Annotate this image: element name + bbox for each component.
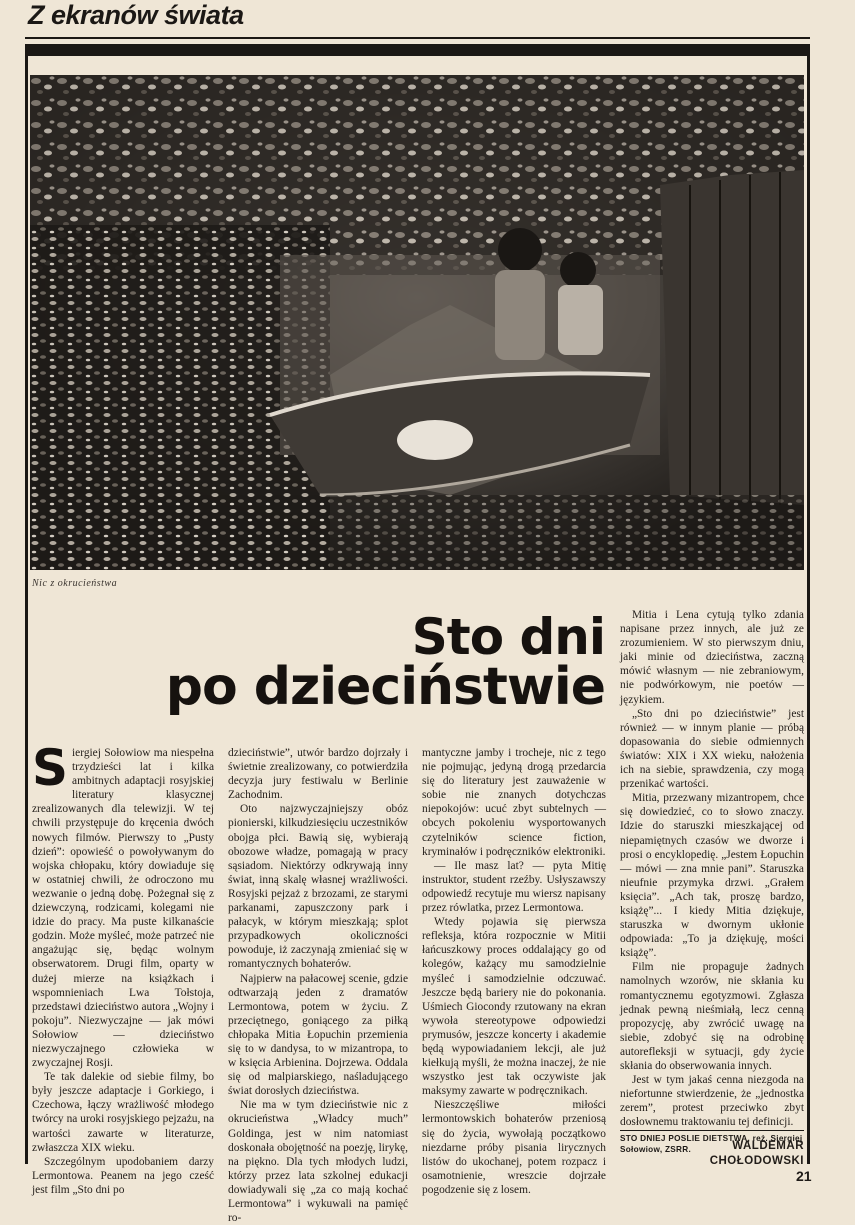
- article-paragraph: Wtedy pojawia się pierwsza refleksja, która rozpocznie w Mitii łańcuszkowy proces oddalający go od kolegów, każący mu samodzielnie myśleć i samodzielnie odczuwać. Jeszcze będą bariery nie do pokonania. Uśmiech Giocondy rzutowany na ekran wywoła stereotypowe odpowiedzi prymusów, jeszcze koncerty i akademie będą wypowiadaniem lekcji, ale już kiełkują myśli, że można inaczej, że nie wszystko jest tak oczywiste jak maksymy zawarte w podręcznikach.: [422, 916, 606, 1098]
- header-rule-thin: [25, 37, 810, 39]
- article-paragraph: Szczególnym upodobaniem darzy Lermontowa. Peanem na jego cześć jest film „Sto dni po: [32, 1155, 214, 1196]
- article-column-3: [422, 746, 606, 1197]
- article-paragraph: Jest w tym jakaś cenna niezgoda na niefortunne stwierdzenie, że „jednostka zerem”, protest przeciwko zbyt dosłownemu traktowaniu tej definicji.: [620, 1074, 804, 1129]
- article-paragraph: Nie ma w tym dzieciństwie nic z okrucieństwa „Władcy much” Goldinga, jest w nim natomiast doskonała obojętność na poezję, lirykę, na piękno. Dla tych młodych ludzi, którzy przez lata szkolnej edukacji dowiadywali się „za co mają kochać Lermontowa” i wykuwali na pamięć ro-: [228, 1099, 408, 1225]
- article-column-4: [620, 608, 804, 1169]
- article-paragraph: Siergiej Sołowiow ma niespełna trzydzieści lat i kilka ambitnych adaptacji rosyjskiej literatury klasycznej zrealizowanych dla telewizji. W tej chwili przystępuje do kręcenia dwóch nowych filmów. Pierwszy to „Pusty dzień”: opowieść o powoływanym do wojska chłopaku, który dowiaduje się w ostatniej chwili, że odroczono mu wezwanie o jedną dobę. Pożegnał się z dziewczyną, rodzicami, kolegami nie idzie do pracy. Ma puste kilkanaście godzin. Może myśleć, może patrzeć nie angażując się, będąc wolnym obserwatorem. Drugi film, oparty w dużej mierze na książkach i wspomnieniach Lwa Tołstoja, przedstawi dzieciństwo autora „Wojny i pokoju”. Niezwyczajne — jak mówi Sołowiow — dzieciństwo niezwyczajnego człowieka w zwyczajnej Rosji.: [32, 739, 214, 1070]
- article-paragraph: Mitia i Lena cytują tylko zdania napisane przez innych, ale już ze zrozumieniem. W sto pierwszym dniu, jaki minie od dzieciństwa, zaczną mówić własnym — nie zebraniowym, nie podwórkowym, nie poetów — językiem.: [620, 609, 804, 706]
- article-paragraph: — Ile masz lat? — pyta Mitię instruktor, student rzeźby. Usłyszawszy odpowiedź recytuje mu wiersz napisany przez rówlatka, przez Lermontowa.: [422, 859, 606, 915]
- article-column-2: [228, 746, 408, 1225]
- frame-right-rule: [807, 56, 810, 1164]
- article-paragraph: Te tak dalekie od siebie filmy, bo były jeszcze adaptacje i Gorkiego, i Czechowa, łączy wrażliwość młodego twórcy na uroki rosyjskiego pejzażu, na wartości zawarte w literaturze, zwłaszcza XIX wieku.: [32, 1071, 214, 1154]
- article-paragraph: mantyczne jamby i trocheje, nic z tego nie pojmując, jedyną drogą przedarcia się do literatury jest zauważenie w sobie nie znanych dotychczas niepokojów: ucuć zbyt subtelnych — obcych pokoleniu wysportowanych czytelników science fiction, kryminałów i podręczników elektroniki.: [422, 747, 606, 858]
- header-rule-thick: [25, 44, 810, 56]
- credit-rule: [620, 1130, 804, 1131]
- article-paragraph: „Sto dni po dzieciństwie” jest również — w innym planie — próbą dopasowania do siebie odmiennych światów: XIX i XX wieku, nałożenia ich na siebie, sprawdzenia, czy mogą przenikać wartości.: [620, 707, 804, 791]
- article-paragraph: Mitia, przezwany mizantropem, chce się dowiedzieć, co to słowo znaczy. Idzie do staruszki mieszkającej od niepamiętnych czasów we dworze i prosi o encyklopedię. „Jestem Łopuchin — mówi — zna mnie pani”. Staruszka nieufnie przymyka drzwi. „Grałem księcia”. „Ach tak, proszę bardzo, książę”... I kiedy Mitia dziękuje, staruszka w dwornym ukłonie odpowiada: „To ja dziękuję, mości książę”.: [620, 792, 804, 960]
- section-title: Z ekranów świata: [28, 0, 244, 30]
- author-last-name: CHOŁODOWSKI: [709, 1155, 804, 1168]
- article-paragraph: dzieciństwie”, utwór bardzo dojrzały i świetnie zrealizowany, co potwierdziła decyzja jury festiwalu w Berlinie Zachodnim.: [228, 747, 408, 802]
- headline-line-1: Sto dni: [411, 608, 605, 666]
- author-first-name: WALDEMAR: [732, 1140, 804, 1153]
- headline-line-2: po dzieciństwie: [165, 657, 605, 717]
- article-paragraph: Najpierw na pałacowej scenie, gdzie odtwarzają jeden z dramatów Lermontowa, potem w życiu. Z przeciętnego, goniącego za piłką chłopaka Mitia Łopuchin przemienia się to w dandysa, to w mizantropa, to w księcia Arbienina. Dojrzewa. Oddala się od malpiarskiego, naśladującego świat dorosłych dzieciństwa.: [228, 972, 408, 1098]
- photo-caption: Nic z okrucieństwa: [32, 578, 118, 589]
- page-number: 21: [796, 1168, 812, 1184]
- article-column-1: [32, 739, 214, 1197]
- article-paragraph: Nieszczęśliwe miłości lermontowskich bohaterów przeniosą się do życia, wywołają początkowo niezdarne próby pisania lirycznych listów do ukochanej, potem rozpacz i osamotnienie, wreszcie dojrzałe pogodzenie się z losem.: [422, 1099, 606, 1196]
- film-credit: STO DNIEJ POSLIE DIETSTWA, reż. Siergiej Sołowiow, ZSRR.: [620, 1134, 803, 1154]
- article-paragraph: Film nie propaguje żadnych namolnych wzorów, nie skłania ku romantycznemu egotyzmowi. Zgłasza jednak pewną nieśmiałą, lecz cenną propozycję, aby zwrócić uwagę na siebie, zdobyć się na odrobinę autorefleksji w sytuacji, gdy życie skłania do obserwowania innych.: [620, 961, 804, 1072]
- article-paragraph: Oto najzwyczajniejszy obóz pionierski, kilkudziesięciu uczestników obojga płci. Bawią się, wybierają obozowe władze, pomagają w pracy sąsiadom. Niektórzy odkrywają inny świat, inną skalę własnej wrażliwości. Rosyjski pejzaż z brzozami, ze starymi parkanami, zapuszczony park i pałacyk, w którym mieszkają; splot przypadkowych okoliczności powoduje, iż zaczynają zmieniać się w romantycznych bohaterów.: [228, 803, 408, 971]
- article-headline: [165, 608, 605, 717]
- drop-cap: S: [32, 739, 69, 797]
- frame-left-rule: [25, 56, 28, 1164]
- film-still-photo: [30, 75, 804, 570]
